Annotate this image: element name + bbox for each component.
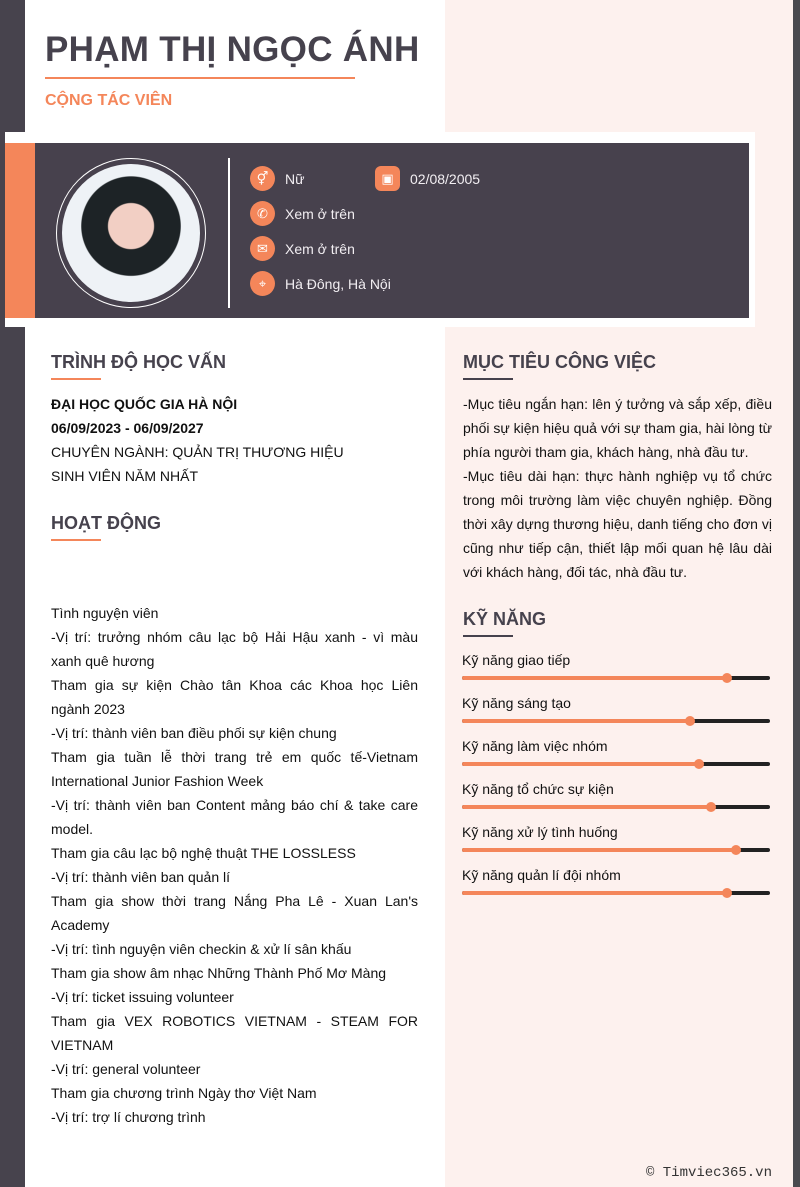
skill-fill xyxy=(462,676,727,680)
skill-item xyxy=(462,738,770,766)
right-border xyxy=(793,0,800,1187)
activity-line: -Vị trí: trợ lí chương trình xyxy=(51,1109,206,1125)
divider xyxy=(463,378,513,380)
skill-fill xyxy=(462,762,699,766)
objective-paragraph: -Mục tiêu dài hạn: thực hành nghiệp vụ tổ chức trong môi trường làm việc chuyên nghiệp. Đồng thời xây dựng thương hiệu, danh tiếng cho đơn vị cũng như tiếp cận, thiết lập mối quan hệ lâu dài với khách hàng, đối tác, nhà đầu tư. xyxy=(463,468,772,580)
skill-name: Kỹ năng giao tiếp xyxy=(462,652,571,668)
email-value: Xem ở trên xyxy=(285,240,355,257)
activity-line: Tham gia VEX ROBOTICS VIETNAM - STEAM FOR VIETNAM xyxy=(51,1013,418,1053)
skill-bar xyxy=(462,762,770,766)
education-title: TRÌNH ĐỘ HỌC VẤN xyxy=(51,352,226,372)
activity-line: -Vị trí: ticket issuing volunteer xyxy=(51,989,234,1005)
objective-text xyxy=(463,392,772,584)
phone-value: Xem ở trên xyxy=(285,205,355,222)
skill-fill xyxy=(462,891,727,895)
gender-value: Nữ xyxy=(285,170,305,187)
divider xyxy=(228,158,230,308)
skill-name: Kỹ năng làm việc nhóm xyxy=(462,738,608,754)
activity-line: Tham gia show thời trang Nắng Pha Lê - Xuan Lan's Academy xyxy=(51,893,418,933)
divider xyxy=(51,539,101,541)
skill-item xyxy=(462,781,770,809)
education-section xyxy=(51,392,421,488)
activity-line: Tham gia tuần lễ thời trang trẻ em quốc tế-Vietnam International Junior Fashion Week xyxy=(51,749,418,789)
activity-line: -Vị trí: thành viên ban Content mảng báo chí & take care model. xyxy=(51,797,418,837)
activity-line: Tình nguyện viên xyxy=(51,605,159,621)
phone-row xyxy=(250,201,355,226)
gender-icon: ⚥ xyxy=(250,166,275,191)
activity-line: Tham gia show âm nhạc Những Thành Phố Mơ Màng xyxy=(51,965,387,981)
skill-bar xyxy=(462,676,770,680)
activities-title: HOẠT ĐỘNG xyxy=(51,513,161,533)
divider xyxy=(45,77,355,79)
skill-bar xyxy=(462,805,770,809)
skill-name: Kỹ năng xử lý tình huống xyxy=(462,824,618,840)
skill-fill xyxy=(462,848,736,852)
avatar xyxy=(62,164,200,302)
skill-marker xyxy=(722,673,732,683)
activity-line: -Vị trí: thành viên ban điều phối sự kiện chung xyxy=(51,725,337,741)
school: ĐẠI HỌC QUỐC GIA HÀ NỘI xyxy=(51,396,238,412)
skill-marker xyxy=(685,716,695,726)
skill-name: Kỹ năng tổ chức sự kiện xyxy=(462,781,614,797)
address-row xyxy=(250,271,391,296)
birthday-row xyxy=(375,166,480,191)
activity-line: -Vị trí: tình nguyện viên checkin & xử lí sân khấu xyxy=(51,941,352,957)
address-value: Hà Đông, Hà Nội xyxy=(285,275,391,292)
skill-item xyxy=(462,824,770,852)
objective-paragraph: -Mục tiêu ngắn hạn: lên ý tưởng và sắp xếp, điều phối sự kiện hiệu quả với sự tham gia, hài lòng từ phía người tham gia, khách hàng, nhà đầu tư. xyxy=(463,396,772,460)
candidate-role: CỘNG TÁC VIÊN xyxy=(45,92,173,109)
location-icon: ⌖ xyxy=(250,271,275,296)
skill-bar xyxy=(462,719,770,723)
skill-item xyxy=(462,652,770,680)
activities-list xyxy=(51,601,418,1129)
skills-title: KỸ NĂNG xyxy=(463,609,547,629)
gender-row xyxy=(250,166,304,191)
candidate-name: PHẠM THỊ NGỌC ÁNH xyxy=(45,30,420,69)
divider xyxy=(51,378,101,380)
skill-item xyxy=(462,695,770,723)
activity-line: -Vị trí: thành viên ban quản lí xyxy=(51,869,230,885)
birthday-value: 02/08/2005 xyxy=(410,170,481,187)
major: CHUYÊN NGÀNH: QUẢN TRỊ THƯƠNG HIỆU xyxy=(51,444,344,460)
skill-marker xyxy=(722,888,732,898)
activity-line: -Vị trí: general volunteer xyxy=(51,1061,201,1077)
mail-icon: ✉ xyxy=(250,236,275,261)
skill-fill xyxy=(462,719,690,723)
objective-title: MỤC TIÊU CÔNG VIỆC xyxy=(463,352,657,372)
skill-name: Kỹ năng sáng tạo xyxy=(462,695,571,711)
skill-bar xyxy=(462,891,770,895)
activity-line: Tham gia câu lạc bộ nghệ thuật THE LOSSLESS xyxy=(51,845,356,861)
activity-line: Tham gia chương trình Ngày thơ Việt Nam xyxy=(51,1085,317,1101)
activity-line: -Vị trí: trưởng nhóm câu lạc bộ Hải Hậu xanh - vì màu xanh quê hương xyxy=(51,629,418,669)
footer-watermark: © Timviec365.vn xyxy=(645,1165,772,1181)
activity-line: Tham gia sự kiện Chào tân Khoa các Khoa học Liên ngành 2023 xyxy=(51,677,418,717)
phone-icon: ✆ xyxy=(250,201,275,226)
skill-bar xyxy=(462,848,770,852)
skill-name: Kỹ năng quản lí đội nhóm xyxy=(462,867,621,883)
email-row xyxy=(250,236,355,261)
calendar-icon: ▣ xyxy=(375,166,400,191)
accent-bar xyxy=(5,143,35,318)
period: 06/09/2023 - 06/09/2027 xyxy=(51,420,204,436)
skill-item xyxy=(462,867,770,895)
skill-fill xyxy=(462,805,711,809)
divider xyxy=(463,635,513,637)
note: SINH VIÊN NĂM NHẤT xyxy=(51,468,199,484)
